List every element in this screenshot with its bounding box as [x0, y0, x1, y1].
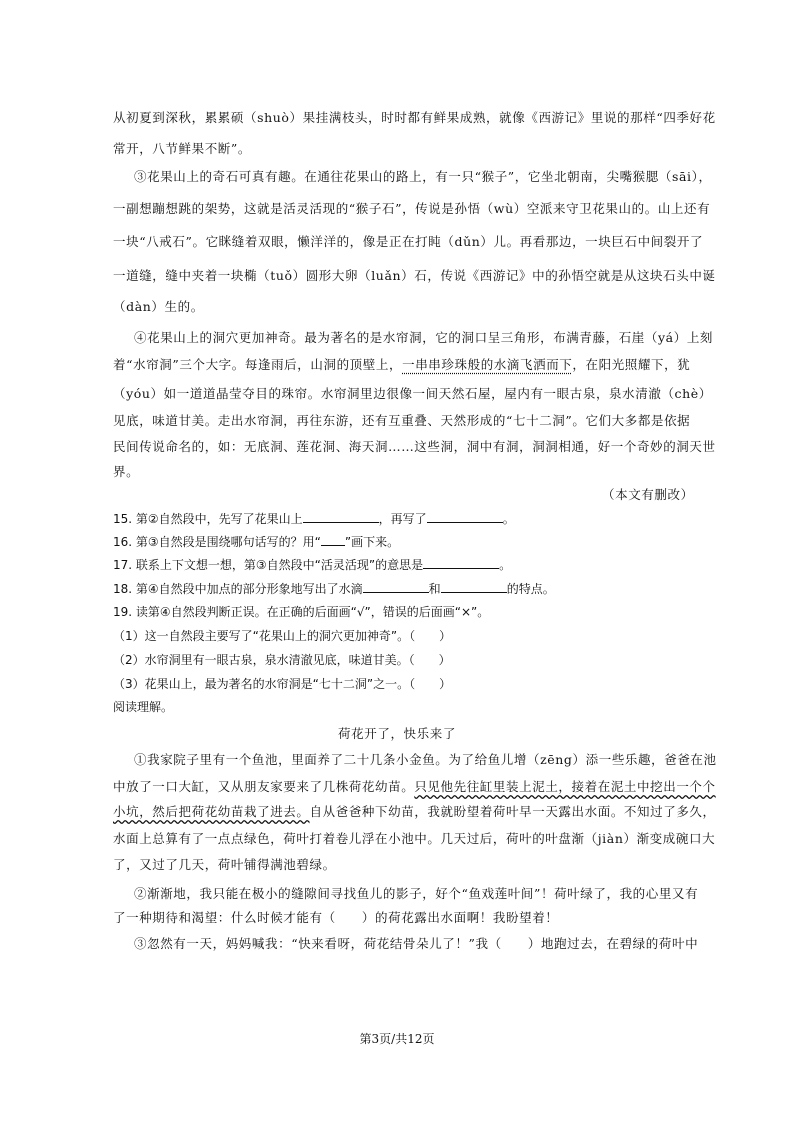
question-16 — [113, 533, 399, 550]
question-19-item-2[interactable]: （2）水帘洞里有一眼古泉，泉水清澈见底，味道甘美。（ ） — [113, 653, 451, 667]
source-note: （本文有删改） — [602, 487, 694, 502]
paragraph-4-line: 见底，味道甘美。走出水帘洞，再往东游，还有互重叠、天然形成的“七十二洞”。它们大多都是依据 — [113, 413, 691, 428]
paragraph-4-line: ④花果山上的洞穴更加神奇。最为著名的是水帘洞，它的洞口呈三角形，布满青藤，石崖（yá）上刻 — [134, 330, 714, 345]
passage-2-text: 中放了一口大缸，又从朋友家要来了几株荷花幼苗。 — [113, 779, 415, 794]
page-footer: 第3页/共12页 — [359, 1032, 435, 1046]
paragraph-4-line: 界。 — [113, 464, 140, 479]
paragraph-4-line — [113, 355, 690, 373]
answer-blank[interactable] — [363, 580, 429, 593]
question-18-text: 的特点。 — [506, 582, 555, 596]
passage-2-line: 了，又过了几天，荷叶铺得满池碧绿。 — [113, 857, 336, 872]
question-18-text: 和 — [428, 582, 441, 596]
question-16-text: ”画下来。 — [344, 535, 400, 549]
paragraph-3-line: 一道缝，缝中夹着一块椭（tuǒ）圆形大卵（luǎn）石，传说《西游记》中的孙悟空就是从这块石头中诞 — [113, 268, 716, 283]
paragraph-4-line: 民间传说命名的，如：无底洞、莲花洞、海天洞……这些洞，洞中有洞，洞洞相通，好一个奇妙的洞天世 — [113, 439, 716, 454]
paragraph-3-line: ③花果山上的奇石可真有趣。在通往花果山的路上，有一只“猴子”，它坐北朝南，尖嘴猴腮（sāi）， — [134, 169, 712, 184]
answer-blank[interactable] — [427, 510, 503, 523]
question-18-text: 18. 第④自然段中加点的部分形象地写出了水滴 — [113, 582, 363, 596]
question-16-text: 16. 第③自然段是围绕哪句话写的？用“ — [113, 535, 321, 549]
question-19-item-1[interactable]: （1）这一自然段主要写了“花果山上的洞穴更加神奇”。（ ） — [113, 629, 452, 643]
passage-line: 常开，八节鲜果不断”。 — [113, 141, 251, 156]
dotted-emphasis: 一串串珍珠般的水滴飞洒而下 — [402, 357, 573, 372]
paragraph-3-line: （dàn）生的。 — [113, 299, 204, 314]
answer-blank[interactable] — [441, 580, 507, 593]
underlined-sentence: 小坑，然后把荷花幼苗栽了进去。 — [113, 804, 310, 819]
question-15 — [113, 510, 515, 527]
question-15-text: 。 — [502, 512, 515, 526]
question-15-text: ，再写了 — [378, 512, 427, 526]
underlined-sentence: 只见他先往缸里装上泥土，接着在泥土中挖出一个个 — [414, 779, 716, 794]
question-17-text: 17. 联系上下文想一想，第③自然段中“活灵活现”的意思是 — [113, 558, 424, 572]
underline-sample — [321, 533, 345, 546]
question-19: 19. 读第④自然段判断正误。在正确的后面画“√”，错误的后面画“×”。 — [113, 605, 490, 619]
paragraph-4-line: （yóu）如一道道晶莹夺目的珠帘。水帘洞里边很像一间天然石屋，屋内有一眼古泉，泉水清澈（chè） — [113, 386, 712, 401]
paragraph-3-line: 一副想蹦想跳的架势，这就是活灵活现的“猴子石”，传说是孙悟（wù）空派来守卫花果山的。山上还有 — [113, 201, 711, 216]
passage-2-line: ②渐渐地，我只能在极小的缝隙间寻找鱼儿的影子，好个“鱼戏莲叶间”！荷叶绿了，我的心里又有 — [134, 886, 699, 901]
question-17-text: 。 — [499, 558, 512, 572]
question-18 — [113, 580, 555, 597]
passage-2-line: ①我家院子里有一个鱼池，里面养了二十几条小金鱼。为了给鱼儿增（zēng）添一些乐趣，爸爸在池 — [134, 752, 717, 767]
paragraph-4-text: ，在阳光照耀下，犹 — [572, 357, 691, 372]
paragraph-3-line: 一块“八戒石”。它眯缝着双眼，懒洋洋的，像是正在打盹（dǔn）儿。再看那边，一块巨石中间裂开了 — [113, 234, 704, 249]
section-heading: 阅读理解。 — [113, 700, 174, 714]
passage-line: 从初夏到深秋，累累硕（shuò）果挂满枝头，时时都有鲜果成熟，就像《西游记》里说的那样“四季好花 — [113, 110, 716, 125]
passage-2-line — [113, 802, 716, 820]
passage-2-line: ③忽然有一天，妈妈喊我：“快来看呀，荷花结骨朵儿了！”我（ ）地跑过去，在碧绿的荷叶中 — [134, 936, 699, 951]
passage-2-line: 水面上总算有了一点点绿色，荷叶打着卷儿浮在小池中。几天过后，荷叶的叶盘渐（jiàn）渐变成碗口大 — [113, 831, 716, 846]
question-17 — [113, 556, 511, 573]
question-19-item-3[interactable]: （3）花果山上，最为著名的水帘洞是“七十二洞”之一。（ ） — [113, 677, 452, 691]
answer-blank[interactable] — [423, 556, 499, 569]
question-15-text: 15. 第②自然段中，先写了花果山上 — [113, 512, 303, 526]
passage-2-text: 自从爸爸种下幼苗，我就盼望着荷叶早一天露出水面。不知过了多久， — [309, 804, 716, 819]
passage-2-line — [113, 777, 716, 795]
passage-title: 荷花开了，快乐来了 — [338, 726, 456, 741]
answer-blank[interactable] — [303, 510, 379, 523]
paragraph-4-text: 着“水帘洞”三个大字。每逢雨后，山洞的顶壁上， — [113, 357, 403, 372]
passage-2-line: 了一种期待和渴望：什么时候才能有（ ）的荷花露出水面啊！我盼望着！ — [113, 910, 559, 925]
